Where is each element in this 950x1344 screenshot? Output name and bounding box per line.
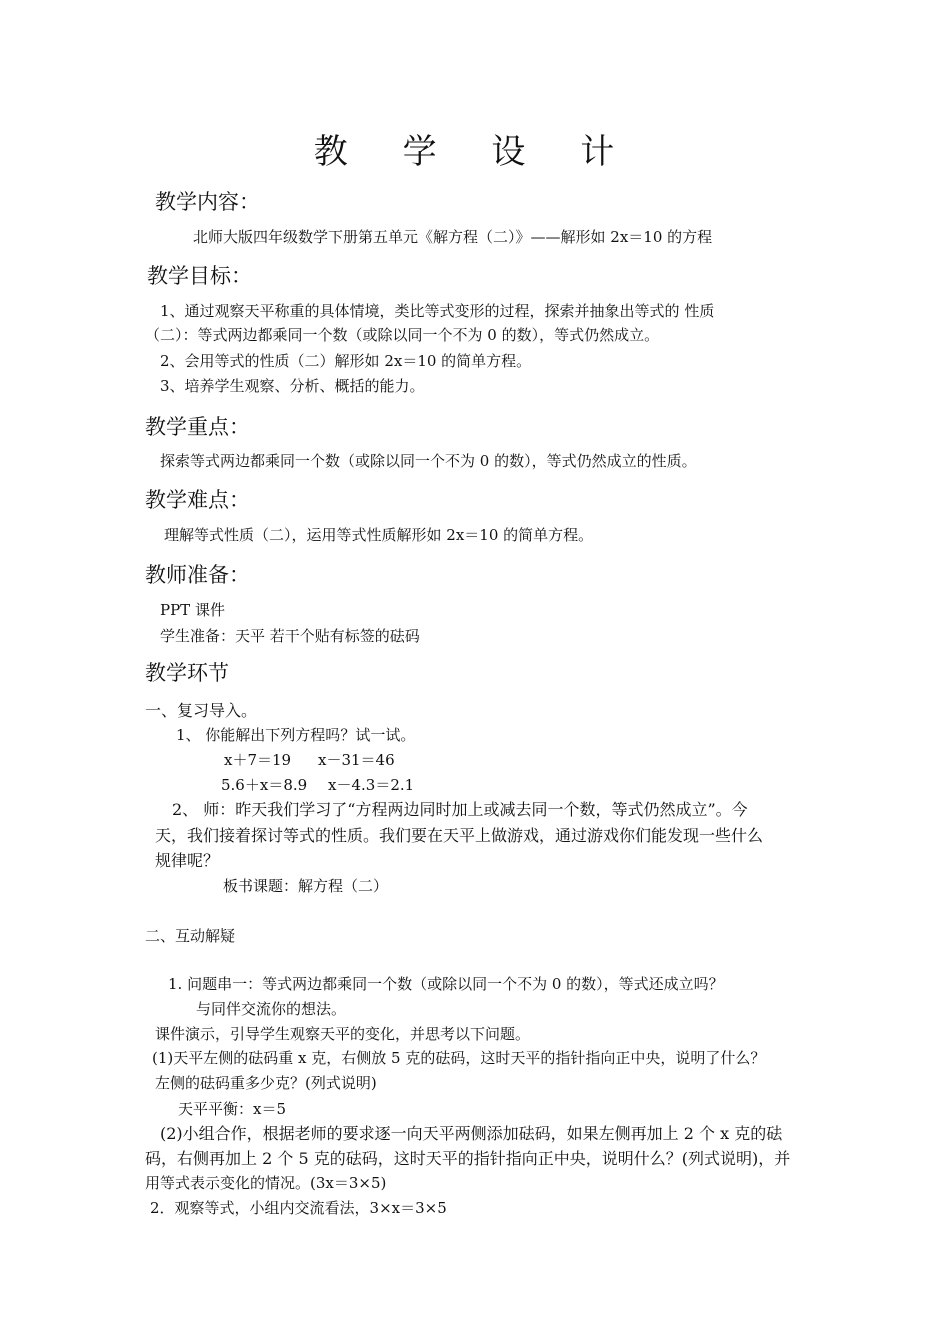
s2-problem-1-line1: (1)天平左侧的砝码重 x 克，右侧放 5 克的砝码，这时天平的指针指向正中央，说明了什么？ <box>152 1049 766 1067</box>
s2-question-2: 2．观察等式，小组内交流看法，3×x＝3×5 <box>150 1199 447 1217</box>
s2-question-1-line2: 与同伴交流你的想法。 <box>196 1000 347 1018</box>
s2-problem-1-line2: 左侧的砝码重多少克？(列式说明) <box>155 1074 377 1092</box>
s2-balance-text: 天平平衡：x＝5 <box>178 1100 287 1118</box>
content-text: 北师大版四年级数学下册第五单元《解方程（二）》——解形如 2x＝10 的方程 <box>193 228 713 246</box>
goal-1-line2: （二）：等式两边都乘同一个数（或除以同一个不为 0 的数），等式仍然成立。 <box>145 326 660 344</box>
section-2-heading: 二、互动解疑 <box>145 927 236 945</box>
content-heading: 教学内容： <box>155 190 260 214</box>
difficulty-heading: 教学难点： <box>145 488 250 512</box>
key-heading: 教学重点： <box>145 415 250 439</box>
s2-problem-2-line2: 码，右侧再加上 2 个 5 克的砝码，这时天平的指针指向正中央，说明什么？(列式说明)，并 <box>145 1149 791 1168</box>
s2-problem-2-line3: 用等式表示变化的情况。(3x＝3×5) <box>145 1174 387 1192</box>
s1-item-1: 1、 你能解出下列方程吗？试一试。 <box>176 726 416 744</box>
steps-heading: 教学环节 <box>145 661 229 685</box>
page-title: 教 学 设 计 <box>313 132 637 172</box>
s1-item-2-line3: 规律呢？ <box>155 851 220 870</box>
s1-item-2-line1: 2、 师：昨天我们学习了“方程两边同时加上或减去同一个数，等式仍然成立”。今 <box>172 800 748 819</box>
prep-teacher: PPT 课件 <box>160 601 225 619</box>
s1-eq-row2-a: 5.6＋x＝8.9 <box>221 776 308 794</box>
prep-heading: 教师准备： <box>145 563 250 587</box>
s1-eq-row1-b: x－31＝46 <box>318 751 395 769</box>
s1-eq-row2-b: x－4.3＝2.1 <box>328 776 415 794</box>
s1-item-2-line2: 天，我们接着探讨等式的性质。我们要在天平上做游戏，通过游戏你们能发现一些什么 <box>155 826 764 845</box>
s2-problem-2-line1: (2)小组合作，根据老师的要求逐一向天平两侧添加砝码，如果左侧再加上 2 个 x 克的砝 <box>160 1124 783 1143</box>
goal-3: 3、培养学生观察、分析、概括的能力。 <box>160 377 425 395</box>
goals-heading: 教学目标： <box>147 264 252 288</box>
key-text: 探索等式两边都乘同一个数（或除以同一个不为 0 的数），等式仍然成立的性质。 <box>160 452 697 470</box>
s2-demo-text: 课件演示，引导学生观察天平的变化，并思考以下问题。 <box>155 1025 531 1043</box>
s1-board-title: 板书课题：解方程（二） <box>223 877 389 895</box>
section-1-heading: 一、复习导入。 <box>145 701 258 720</box>
goal-2: 2、会用等式的性质（二）解形如 2x＝10 的简单方程。 <box>160 352 532 370</box>
s2-question-1-line1: 1. 问题串一：等式两边都乘同一个数（或除以同一个不为 0 的数），等式还成立吗？ <box>168 975 724 993</box>
difficulty-text: 理解等式性质（二），运用等式性质解形如 2x＝10 的简单方程。 <box>164 526 594 544</box>
goal-1-line1: 1、通过观察天平称重的具体情境，类比等式变形的过程，探索并抽象出等式的 性质 <box>160 302 715 320</box>
s1-eq-row1-a: x＋7＝19 <box>224 751 292 769</box>
prep-students: 学生准备：天平 若干个贴有标签的砝码 <box>160 627 420 645</box>
